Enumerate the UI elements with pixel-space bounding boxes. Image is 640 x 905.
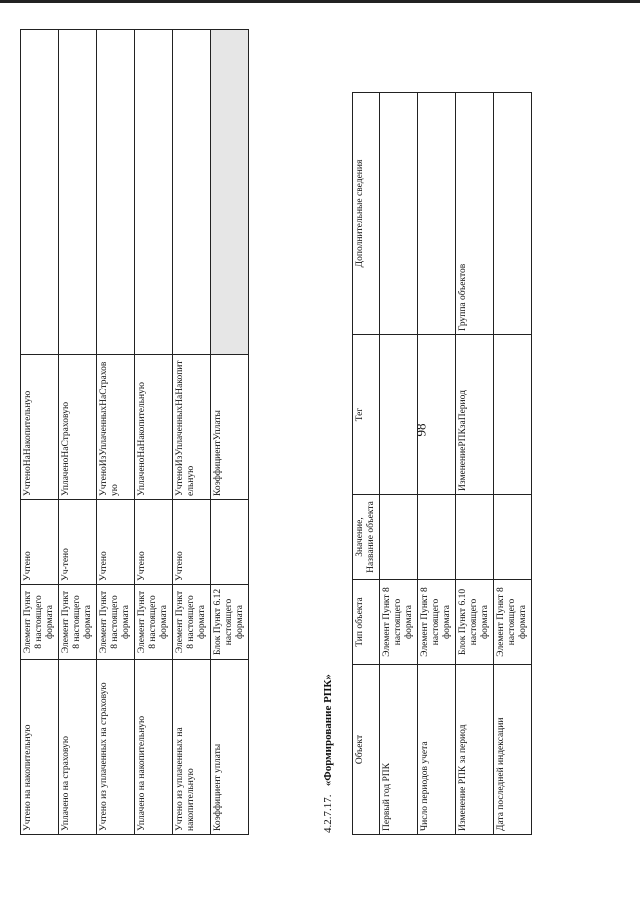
cell-type: Блок Пункт 6.10 настоящего формата: [456, 580, 494, 665]
section-title: «Формирование РПК»: [322, 674, 334, 787]
cell-type: Элемент Пункт 8 настоящего формата: [59, 585, 97, 660]
cell-value: [456, 495, 494, 580]
cell-value: Учтено: [135, 500, 173, 585]
cell-value: Учтено: [97, 500, 135, 585]
table-row: [380, 93, 418, 835]
cell-value: Учтено: [173, 500, 211, 585]
cell-tag: КоэффициентУплаты: [211, 355, 249, 500]
header-extra: Дополнительные сведения: [353, 93, 380, 335]
cell-tag: УплаченоНаСтраховую: [59, 355, 97, 500]
cell-object: Уплачено на страховую: [59, 660, 97, 835]
cell-object: Учтено из уплаченных на страховую: [97, 660, 135, 835]
cell-tag: [494, 335, 532, 495]
cell-extra: [173, 30, 211, 355]
cell-extra: [494, 93, 532, 335]
cell-extra: [135, 30, 173, 355]
table-row: [418, 93, 456, 835]
cell-type: Блок Пункт 6.12 настоящего формата: [211, 585, 249, 660]
cell-tag: ИзменениеРПКзаПериод: [456, 335, 494, 495]
cell-object: Учтено из уплаченных на накопительную: [173, 660, 211, 835]
page-number: 98: [413, 423, 429, 437]
section-heading: [322, 674, 334, 833]
table-row: [135, 30, 173, 835]
table-row: [456, 93, 494, 835]
cell-tag: УчтеноИзУплаченныхНаСтраховую: [97, 355, 135, 500]
cell-extra: [97, 30, 135, 355]
cell-object: Учтено на накопительную: [21, 660, 59, 835]
cell-tag: УплаченоНаНакопительную: [135, 355, 173, 500]
cell-tag: УчтеноИзУплаченныхНаНакопительную: [173, 355, 211, 500]
cell-object: Дата последней индексации: [494, 665, 532, 835]
cell-value: [380, 495, 418, 580]
cell-extra: Группа объектов: [456, 93, 494, 335]
cell-extra: [59, 30, 97, 355]
header-tag: Тег: [353, 335, 380, 495]
table-row: [21, 30, 59, 835]
table-row: [494, 93, 532, 835]
cell-type: Элемент Пункт 8 настоящего формата: [418, 580, 456, 665]
table-row: [59, 30, 97, 835]
cell-tag: [418, 335, 456, 495]
table-rpk-formation: [352, 92, 532, 835]
cell-extra: [21, 30, 59, 355]
cell-value: Уч-тено: [59, 500, 97, 585]
header-object: Объект: [353, 665, 380, 835]
table-header-row: [353, 93, 380, 835]
section-number: 4.2.7.17.: [322, 794, 334, 833]
cell-extra: [211, 30, 249, 355]
header-type: Тип объекта: [353, 580, 380, 665]
cell-type: Элемент Пункт 8 настоящего формата: [380, 580, 418, 665]
cell-tag: [380, 335, 418, 495]
cell-value: [418, 495, 456, 580]
table-continuation: [20, 29, 249, 835]
cell-object: Первый год РПК: [380, 665, 418, 835]
cell-object: Число периодов учета: [418, 665, 456, 835]
cell-value: [494, 495, 532, 580]
cell-type: Элемент Пункт 8 настоящего формата: [97, 585, 135, 660]
cell-type: Элемент Пункт 8 настоящего формата: [494, 580, 532, 665]
header-value: Значение, Название объекта: [353, 495, 380, 580]
table-row: [211, 30, 249, 835]
cell-object: Коэффициент уплаты: [211, 660, 249, 835]
cell-type: Элемент Пункт 8 настоящего формата: [135, 585, 173, 660]
cell-value: Учтено: [21, 500, 59, 585]
table-row: [173, 30, 211, 835]
cell-object: Уплачено на накопительную: [135, 660, 173, 835]
cell-extra: [418, 93, 456, 335]
table-row: [97, 30, 135, 835]
cell-value: [211, 500, 249, 585]
cell-object: Изменение РПК за период: [456, 665, 494, 835]
cell-type: Элемент Пункт 8 настоящего формата: [21, 585, 59, 660]
cell-tag: УчтеноНаНакопительную: [21, 355, 59, 500]
cell-extra: [380, 93, 418, 335]
cell-type: Элемент Пункт 8 настоящего формата: [173, 585, 211, 660]
